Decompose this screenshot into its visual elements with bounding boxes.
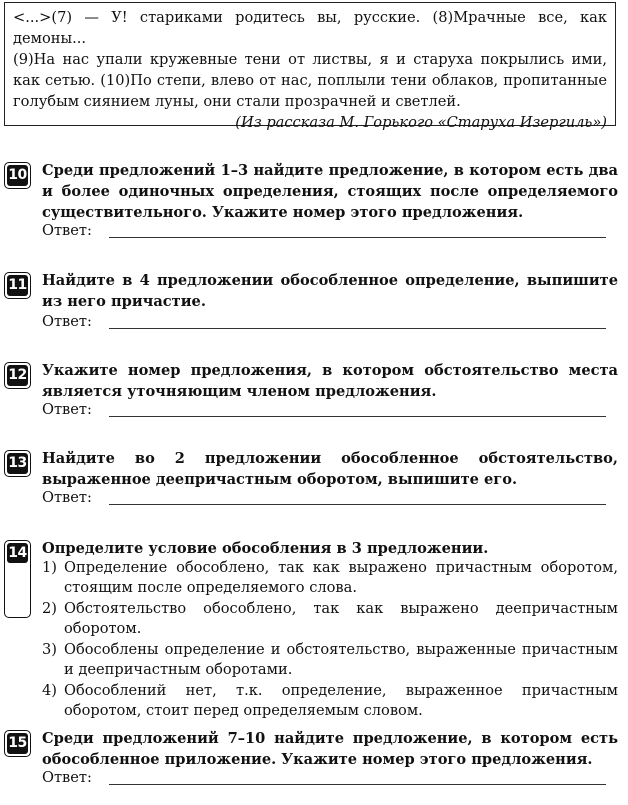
answer-label: Ответ: <box>42 313 92 330</box>
answer-options <box>42 558 618 722</box>
answer-option-4[interactable]: 4) Обособлений нет, т.к. определение, выраженное причастным оборотом, стоит перед определяемым словом. <box>42 682 618 719</box>
answer-row <box>42 313 606 333</box>
task-question: Определите условие обособления в 3 предложении. <box>42 540 489 557</box>
task-question: Найдите во 2 предложении обособленное обстоятельство, выраженное деепричастным оборотом, выпишите его. <box>42 450 618 488</box>
task-number-badge: 12 <box>4 362 31 389</box>
task-number-badge: 10 <box>4 162 31 189</box>
answer-option-1[interactable]: 1) Определение обособлено, так как выражено причастным оборотом, стоящим после определяемого слова. <box>42 559 618 596</box>
answer-line[interactable] <box>109 784 606 785</box>
answer-label: Ответ: <box>42 222 92 239</box>
task-number-badge: 11 <box>4 272 31 299</box>
answer-row <box>42 222 606 242</box>
source-passage <box>4 2 616 131</box>
answer-label: Ответ: <box>42 489 92 506</box>
answer-label: Ответ: <box>42 401 92 418</box>
task-number-badge: 15 <box>4 730 31 757</box>
task-question: Найдите в 4 предложении обособленное определение, выпишите из него причастие. <box>42 272 618 310</box>
answer-line[interactable] <box>109 328 606 329</box>
answer-line[interactable] <box>109 504 606 505</box>
answer-row <box>42 489 606 509</box>
passage-paragraph-2: (9)На нас упали кружевные тени от листвы, я и старуха покрылись ими, как сетью. (10)По степи, влево от нас, поплыли тени облаков, пропитанные голубым сиянием луны, они стали прозрачней и светлей. <box>13 51 607 110</box>
answer-line[interactable] <box>109 416 606 417</box>
task-number-badge: 14 <box>4 540 31 618</box>
passage-paragraph-1: <...>(7) — У! стариками родитесь вы, русские. (8)Мрачные все, как демоны... <box>13 9 607 47</box>
task-number-badge: 13 <box>4 450 31 477</box>
task-question: Среди предложений 7–10 найдите предложение, в котором есть обособленное приложение. Укажите номер этого предложения. <box>42 730 618 768</box>
answer-row <box>42 401 606 421</box>
passage-attribution: (Из рассказа М. Горького «Старуха Изергиль») <box>235 114 607 131</box>
task-question: Среди предложений 1–3 найдите предложение, в котором есть два и более одиночных определения, стоящих после определяемого существительного. Укажите номер этого предложения. <box>42 162 618 221</box>
task-question: Укажите номер предложения, в котором обстоятельство места является уточняющим членом предложения. <box>42 362 618 400</box>
answer-row <box>42 769 606 789</box>
answer-line[interactable] <box>109 237 606 238</box>
answer-option-3[interactable]: 3) Обособлены определение и обстоятельство, выраженные причастным и деепричастным оборотами. <box>42 641 618 678</box>
answer-option-2[interactable]: 2) Обстоятельство обособлено, так как выражено деепричастным оборотом. <box>42 600 618 637</box>
answer-label: Ответ: <box>42 769 92 786</box>
